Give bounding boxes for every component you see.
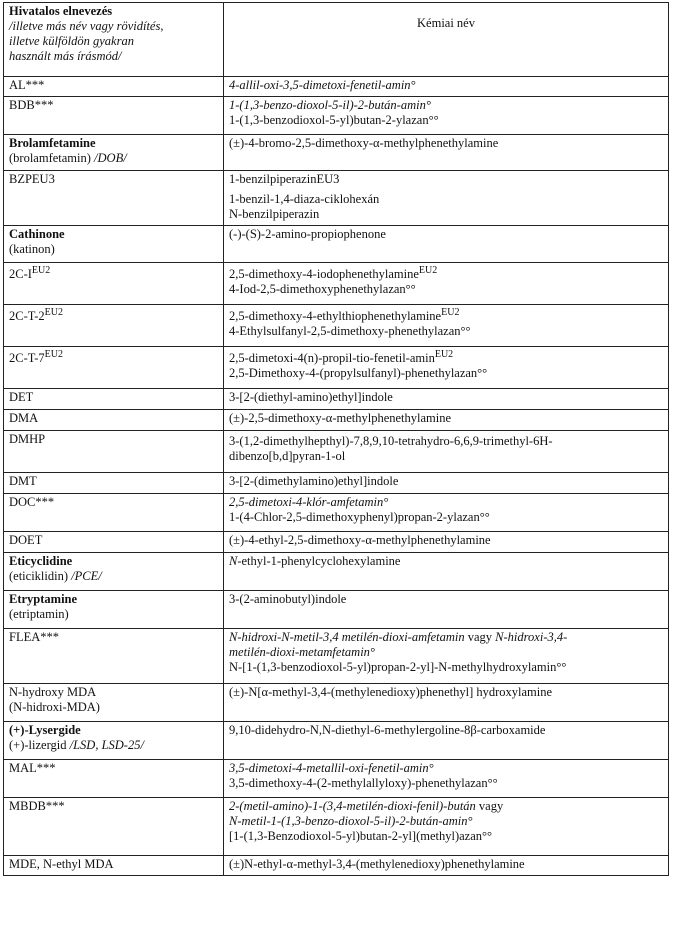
chemical-name-cell: [224, 473, 669, 494]
chemical-name: 1-(1,3-benzo-dioxol-5-il)-2-bután-amin°: [229, 98, 431, 112]
official-name: MBDB***: [9, 799, 65, 813]
chemical-name: (±)-4-ethyl-2,5-dimethoxy-α-methylphenethylamine: [229, 533, 491, 547]
chemical-name: (±)-4-bromo-2,5-dimethoxy-α-methylphenethylamine: [229, 136, 499, 150]
official-name-cell: [4, 410, 224, 431]
table-row: [4, 226, 669, 263]
official-name-cell: [4, 494, 224, 532]
table-row: [4, 135, 669, 171]
table-row: [4, 591, 669, 629]
chemical-name: 2-(metil-amino)-1-(3,4-metilén-dioxi-fenil)-bután: [229, 799, 476, 813]
chemical-name: [1-(1,3-Benzodioxol-5-yl)butan-2-yl](methyl)azan°°: [229, 829, 493, 843]
official-name-cell: [4, 263, 224, 305]
chemical-name-cell: [224, 798, 669, 856]
table-row: [4, 553, 669, 591]
chemical-name: 2,5-dimetoxi-4(n)-propil-tio-fenetil-amin: [229, 351, 435, 365]
eu-superscript: EU2: [44, 349, 63, 360]
chemical-name: (±)-N[α-methyl-3,4-(methylenedioxy)phenethyl] hydroxylamine: [229, 685, 553, 699]
chemical-name-cell: [224, 389, 669, 410]
official-name: MAL***: [9, 761, 56, 775]
chemical-name: 4-allil-oxi-3,5-dimetoxi-fenetil-amin°: [229, 78, 416, 92]
chemical-name: 3-[2-(diethyl-amino)ethyl]indole: [229, 390, 393, 404]
chemical-name: 1-(1,3-benzodioxol-5-yl)butan-2-ylazan°°: [229, 113, 439, 127]
official-name: DOC***: [9, 495, 55, 509]
official-name: (+)-Lysergide: [9, 723, 81, 737]
official-name: DET: [9, 390, 34, 404]
chemical-name: metilén-dioxi-metamfetamin°: [229, 645, 375, 659]
substance-table: [3, 2, 669, 876]
chemical-name: (±)-2,5-dimethoxy-α-methylphenethylamine: [229, 411, 452, 425]
chemical-name: 3,5-dimethoxy-4-(2-methylallyloxy)-phenethylazan°°: [229, 776, 498, 790]
chemical-name: 2,5-dimethoxy-4-iodophenethylamine: [229, 267, 419, 281]
official-name-cell: [4, 135, 224, 171]
alternate-name: (N-hidroxi-MDA): [9, 700, 100, 714]
official-name-cell: [4, 305, 224, 347]
chemical-name: 4-Ethylsulfanyl-2,5-dimethoxy-phenethylazan°°: [229, 324, 471, 338]
chemical-name: 2,5-Dimethoxy-4-(propylsulfanyl)-phenethylazan°°: [229, 366, 488, 380]
table-row: [4, 798, 669, 856]
chemical-name: 1-benzilpiperazinEU3: [229, 172, 340, 186]
header-chemical-name: Kémiai név: [224, 3, 669, 77]
chemical-name: (±)N-ethyl-α-methyl-3,4-(methylenedioxy)phenethylamine: [229, 857, 525, 871]
chemical-name-cell: [224, 171, 669, 226]
chemical-name: 2,5-dimethoxy-4-ethylthiophenethylamine: [229, 309, 442, 323]
chemical-name-cell: [224, 591, 669, 629]
chemical-name-cell: [224, 760, 669, 798]
chemical-name: N-[1-(1,3-benzodioxol-5-yl)propan-2-yl]-N-methylhydroxylamin°°: [229, 660, 567, 674]
official-name: AL***: [9, 78, 45, 92]
chemical-name: (-)-(S)-2-amino-propiophenone: [229, 227, 386, 241]
chemical-name: 1-(4-Chlor-2,5-dimethoxyphenyl)propan-2-ylazan°°: [229, 510, 490, 524]
table-row: [4, 97, 669, 135]
official-name: 2C-T-2: [9, 309, 45, 323]
official-name-cell: [4, 431, 224, 473]
official-name: BZPEU3: [9, 172, 55, 186]
chemical-name-cell: [224, 263, 669, 305]
alternate-name: (etriptamin): [9, 607, 69, 621]
alternate-name: (brolamfetamin): [9, 151, 91, 165]
official-name: DMA: [9, 411, 39, 425]
conjunction: vagy: [467, 630, 493, 644]
official-name: DMT: [9, 474, 37, 488]
official-name: 2C-T-7: [9, 351, 45, 365]
table-row: [4, 494, 669, 532]
abbreviation: /LSD, LSD-25/: [69, 738, 144, 752]
header-official-name-note: használt más írásmód/: [9, 49, 122, 63]
table-row: [4, 389, 669, 410]
official-name-cell: [4, 389, 224, 410]
chemical-name-cell: [224, 431, 669, 473]
table-row: [4, 629, 669, 684]
table-row: [4, 305, 669, 347]
table-row: [4, 171, 669, 226]
chemical-name: 3,5-dimetoxi-4-metallil-oxi-fenetil-amin°: [229, 761, 434, 775]
header-official-name-note: /illetve más név vagy rövidítés,: [9, 19, 164, 33]
chemical-name-cell: N-ethyl-1-phenylcyclohexylamine: [224, 553, 669, 591]
official-name-cell: [4, 760, 224, 798]
table-row: [4, 431, 669, 473]
official-name-cell: [4, 473, 224, 494]
official-name-cell: [4, 532, 224, 553]
official-name: N-hydroxy MDA: [9, 685, 97, 699]
chemical-name-cell: [224, 410, 669, 431]
official-name-cell: [4, 171, 224, 226]
eu-superscript: EU2: [441, 307, 460, 318]
alternate-name: (eticiklidin): [9, 569, 69, 583]
chemical-name-cell: [224, 135, 669, 171]
alternate-name: (katinon): [9, 242, 55, 256]
header-official-name-title: Hivatalos elnevezés: [9, 4, 113, 18]
official-name: BDB***: [9, 98, 54, 112]
official-name: 2C-I: [9, 267, 32, 281]
table-row: [4, 532, 669, 553]
official-name: DMHP: [9, 432, 46, 446]
official-name-cell: [4, 97, 224, 135]
chemical-name-cell: [224, 226, 669, 263]
official-name: MDE, N-ethyl MDA: [9, 857, 114, 871]
chemical-name-cell: [224, 305, 669, 347]
table-row: [4, 410, 669, 431]
eu-superscript: EU2: [418, 265, 438, 276]
chemical-name-cell: [224, 856, 669, 876]
official-name-cell: [4, 684, 224, 722]
chemical-name-cell: [224, 77, 669, 97]
table-row: [4, 347, 669, 389]
chemical-name-cell: [224, 494, 669, 532]
official-name-cell: [4, 798, 224, 856]
official-name: Etryptamine: [9, 592, 78, 606]
official-name: FLEA***: [9, 630, 59, 644]
chemical-name: 1-benzil-1,4-diaza-ciklohexán: [229, 192, 380, 206]
chemical-name: -ethyl-1-phenylcyclohexylamine: [237, 554, 401, 568]
chemical-name: 4-Iod-2,5-dimethoxyphenethylazan°°: [229, 282, 416, 296]
table-row: [4, 263, 669, 305]
official-name: Brolamfetamine: [9, 136, 96, 150]
chemical-name-cell: [224, 684, 669, 722]
table-row: [4, 722, 669, 760]
eu-superscript: EU2: [31, 265, 51, 276]
table-header-row: [4, 3, 669, 77]
chemical-name: N-metil-1-(1,3-benzo-dioxol-5-il)-2-bután-amin°: [229, 814, 473, 828]
table-row: [4, 856, 669, 876]
official-name-cell: [4, 591, 224, 629]
table-row: [4, 77, 669, 97]
abbreviation: /PCE/: [71, 569, 102, 583]
table-row: [4, 760, 669, 798]
official-name-cell: [4, 722, 224, 760]
eu-superscript: EU2: [434, 349, 454, 360]
official-name: DOET: [9, 533, 43, 547]
chemical-name-cell: [224, 347, 669, 389]
header-official-name: [4, 3, 224, 77]
conjunction: vagy: [478, 799, 504, 813]
official-name-cell: [4, 629, 224, 684]
chemical-name: 3-(2-aminobutyl)indole: [229, 592, 347, 606]
alternate-name: (+)-lizergid: [9, 738, 67, 752]
table-row: [4, 473, 669, 494]
chemical-name: 2,5-dimetoxi-4-klór-amfetamin°: [229, 495, 389, 509]
official-name: Eticyclidine: [9, 554, 73, 568]
chemical-name: 3-(1,2-dimethylhepthyl)-7,8,9,10-tetrahydro-6,6,9-trimethyl-6H-: [229, 434, 553, 448]
chemical-name: 3-[2-(dimethylamino)ethyl]indole: [229, 474, 399, 488]
official-name-cell: [4, 226, 224, 263]
official-name-cell: [4, 77, 224, 97]
table-row: [4, 684, 669, 722]
chemical-name: N-benzilpiperazin: [229, 207, 320, 221]
chemical-name-cell: [224, 722, 669, 760]
chemical-name: N-hidroxi-N-metil-3,4 metilén-dioxi-amfetamin: [229, 630, 465, 644]
chemical-name: N-hidroxi-3,4-: [495, 630, 568, 644]
chemical-name: 9,10-didehydro-N,N-diethyl-6-methylergoline-8β-carboxamide: [229, 723, 546, 737]
chemical-name: dibenzo[b,d]pyran-1-ol: [229, 449, 346, 463]
official-name: Cathinone: [9, 227, 65, 241]
official-name-cell: [4, 553, 224, 591]
chemical-name-cell: [224, 629, 669, 684]
chemical-name-cell: [224, 97, 669, 135]
header-official-name-note: illetve külföldön gyakran: [9, 34, 134, 48]
official-name-cell: [4, 856, 224, 876]
eu-superscript: EU2: [44, 307, 63, 318]
chemical-name-cell: [224, 532, 669, 553]
abbreviation: /DOB/: [94, 151, 127, 165]
official-name-cell: [4, 347, 224, 389]
